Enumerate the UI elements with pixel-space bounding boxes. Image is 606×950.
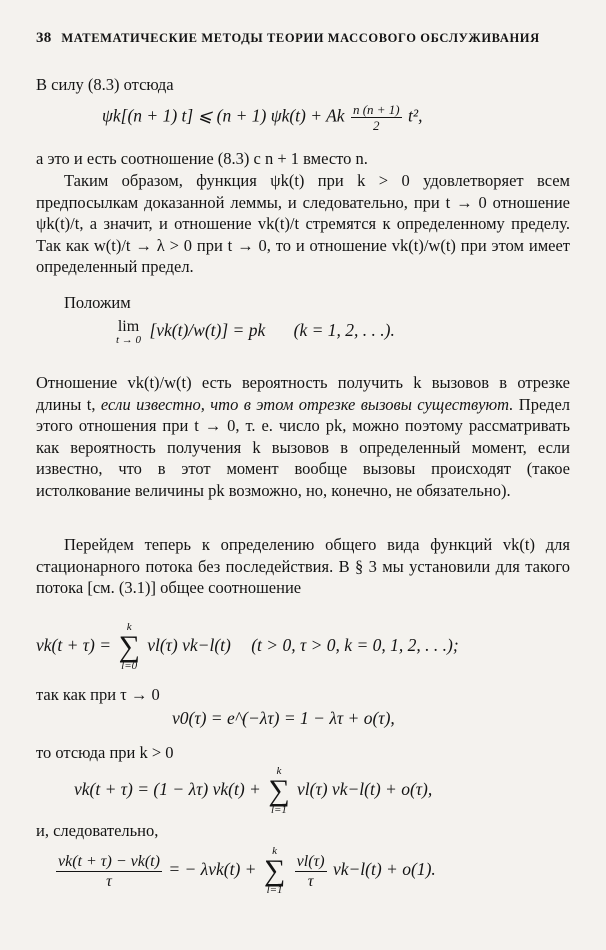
equation-difference (54, 846, 436, 896)
paragraph-lemma: Таким образом, функция ψk(t) при k > 0 удовлетворяет всем предпосылкам доказанной леммы, и следовательно, при t → 0 отношение ψk(t)/t, а значит, и отношение vk(t)/t стремятся к определенному пределу. Так как w(t)/t → λ > 0 при t → 0, то и отношение vk(t)/w(t) при этом имеет определенный предел. (36, 171, 570, 277)
p5-text-b: Предел этого отношения при t → 0, т. е. число pk, можно поэтому рассматривать как вероятность получения k вызовов в определенный момент, если известно, что в этот момент вообще вызовы происходят (такое истолкование величины pk возможно, но, конечно, не обязательно). (36, 394, 571, 500)
running-header (36, 30, 540, 47)
eq6-fraction-2 (295, 852, 327, 891)
eq6-frac2-denominator: τ (307, 872, 314, 890)
limit-operator (116, 318, 141, 346)
eq1-lhs: ψk[(n + 1) t] ⩽ (n + 1) ψk(t) + Ak (102, 105, 345, 126)
eq3-sum-lower: l=0 (121, 660, 138, 672)
eq6-fraction (56, 852, 162, 891)
eq5-rhs: vl(τ) vk−l(t) + o(τ), (297, 779, 433, 800)
eq2-expression: [vk(t)/w(t)] = pk (149, 320, 266, 341)
eq3-condition: (t > 0, τ > 0, k = 0, 1, 2, . . .); (251, 635, 459, 656)
page-number: 38 (36, 30, 52, 46)
eq6-frac2-numerator: vl(τ) (296, 852, 325, 870)
running-title: МАТЕМАТИЧЕСКИЕ МЕТОДЫ ТЕОРИИ МАССОВОГО ОБСЛУЖИВАНИЯ (61, 31, 540, 45)
limit-subscript: t → 0 (116, 334, 142, 346)
paragraph-set: Положим (64, 293, 131, 312)
paragraph-hence: то отсюда при k > 0 (36, 743, 174, 762)
paragraph-stationary-flow: Перейдем теперь к определению общего вида функций vk(t) для стационарного потока без последействия. В § 3 мы установили для такого потока [см. (3.1)] общее соотношение (36, 535, 570, 598)
eq6-rhs: vk−l(t) + o(1). (332, 859, 436, 880)
eq3-rhs: vl(τ) vk−l(t) (147, 635, 231, 656)
limit-word: lim (117, 318, 140, 335)
p5-emphasis: если известно, что в этом отрезке вызовы существуют. (100, 394, 514, 414)
sigma-symbol: ∑ (268, 774, 290, 807)
paragraph-since: так как при τ → 0 (36, 685, 160, 704)
eq1-tail: t², (408, 105, 423, 126)
eq2-condition: (k = 1, 2, . . .). (293, 320, 395, 341)
equation-expansion (74, 766, 432, 816)
eq1-frac-numerator: n (n + 1) (352, 102, 400, 117)
paragraph-probability (36, 372, 570, 502)
eq3-sum-upper: k (126, 621, 132, 633)
eq5-sum-upper: k (276, 765, 282, 777)
eq5-sum-lower: l=1 (270, 804, 287, 816)
eq3-lhs: vk(t + τ) = (36, 635, 112, 656)
eq1-frac-denominator: 2 (373, 118, 380, 133)
eq1-fraction (351, 102, 402, 133)
sigma-symbol: ∑ (263, 854, 286, 887)
equation-inequality (102, 102, 423, 133)
eq6-frac-denominator: τ (106, 872, 112, 890)
eq6-sum-upper: k (272, 845, 278, 857)
eq6-sum-lower: l=1 (266, 884, 283, 896)
eq6-frac-numerator: vk(t + τ) − vk(t) (58, 852, 160, 870)
sigma-symbol: ∑ (118, 630, 140, 663)
paragraph-therefore: и, следовательно, (36, 821, 159, 840)
p5-text-a: Отношение vk(t)/w(t) есть вероятность получить k вызовов в отрезке длины t, (36, 373, 570, 414)
equation-v0: v0(τ) = e^(−λτ) = 1 − λτ + o(τ), (172, 708, 395, 728)
equation-limit (116, 318, 395, 346)
eq6-sum (264, 846, 285, 896)
eq5-lhs: vk(t + τ) = (1 − λτ) vk(t) + (74, 779, 261, 800)
eq3-sum (118, 622, 139, 672)
eq6-middle: = − λvk(t) + (168, 859, 257, 880)
paragraph-relation: а это и есть соотношение (8.3) с n + 1 вместо n. (36, 149, 368, 168)
eq5-sum (268, 766, 289, 816)
equation-convolution (36, 622, 459, 672)
paragraph-intro: В силу (8.3) отсюда (36, 75, 174, 94)
